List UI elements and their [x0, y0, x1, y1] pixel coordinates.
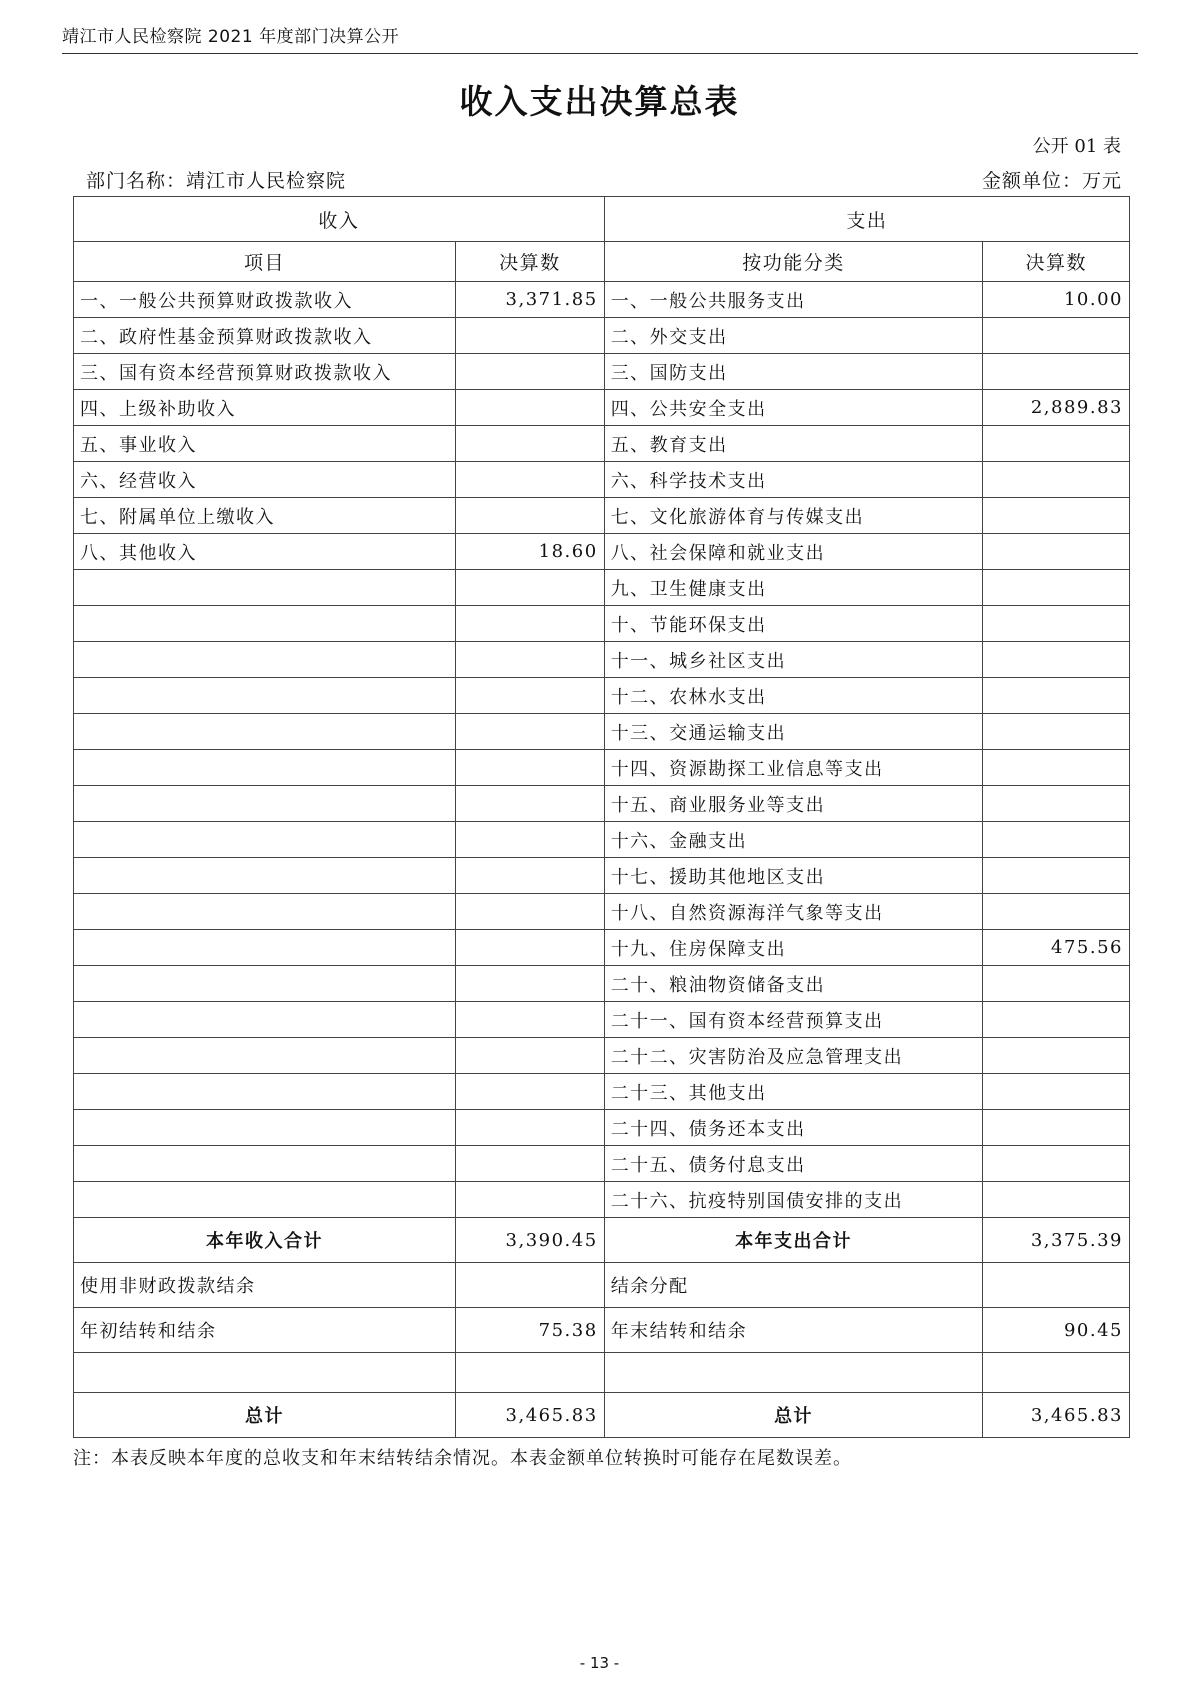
income-item-cell: 使用非财政拨款结余 — [74, 1263, 456, 1308]
expense-amount-cell: 90.45 — [983, 1308, 1130, 1353]
table-row — [74, 1110, 1130, 1146]
expense-amount-cell — [983, 858, 1130, 894]
table-row — [74, 354, 1130, 390]
table-row — [74, 1002, 1130, 1038]
income-item-cell — [74, 858, 456, 894]
table-row — [74, 966, 1130, 1002]
income-item-cell: 三、国有资本经营预算财政拨款收入 — [74, 354, 456, 390]
income-amount-cell — [456, 426, 605, 462]
income-item-cell: 本年收入合计 — [74, 1218, 456, 1263]
expense-amount-cell — [983, 966, 1130, 1002]
expense-item-cell: 四、公共安全支出 — [604, 390, 983, 426]
expense-item-cell: 十二、农林水支出 — [604, 678, 983, 714]
income-amount-cell — [456, 1074, 605, 1110]
expense-item-cell: 结余分配 — [604, 1263, 983, 1308]
expense-amount-cell: 10.00 — [983, 282, 1130, 318]
table-row — [74, 318, 1130, 354]
expense-item-cell: 二、外交支出 — [604, 318, 983, 354]
expense-amount-cell — [983, 1110, 1130, 1146]
income-amount-cell — [456, 930, 605, 966]
expense-item-cell: 一、一般公共服务支出 — [604, 282, 983, 318]
income-amount-cell — [456, 822, 605, 858]
income-amount-cell — [456, 894, 605, 930]
expense-amount-cell — [983, 462, 1130, 498]
income-item-cell — [74, 1110, 456, 1146]
expense-item-cell: 十四、资源勘探工业信息等支出 — [604, 750, 983, 786]
expense-item-cell: 五、教育支出 — [604, 426, 983, 462]
income-amount-cell — [456, 678, 605, 714]
income-item-cell — [74, 822, 456, 858]
income-item-cell: 四、上级补助收入 — [74, 390, 456, 426]
expense-amount-cell — [983, 1074, 1130, 1110]
income-item-cell — [74, 1002, 456, 1038]
expense-amount-cell: 3,375.39 — [983, 1218, 1130, 1263]
income-item-cell — [74, 930, 456, 966]
income-item-cell: 七、附属单位上缴收入 — [74, 498, 456, 534]
balance-row — [74, 1308, 1130, 1353]
table-row — [74, 930, 1130, 966]
expense-amount-cell — [983, 318, 1130, 354]
table-row — [74, 498, 1130, 534]
expense-amount-cell — [983, 822, 1130, 858]
income-amount-cell — [456, 1002, 605, 1038]
blank-cell — [604, 1353, 983, 1393]
page-title: 收入支出决算总表 — [459, 82, 740, 121]
amount-unit: 金额单位：万元 — [981, 170, 1122, 192]
income-amount-cell — [456, 1263, 605, 1308]
income-amount-cell — [456, 318, 605, 354]
table-row — [74, 714, 1130, 750]
expense-item-cell: 二十五、债务付息支出 — [604, 1146, 983, 1182]
table-row — [74, 282, 1130, 318]
col-header-item: 项目 — [74, 242, 456, 282]
income-item-cell: 五、事业收入 — [74, 426, 456, 462]
income-amount-cell — [456, 642, 605, 678]
col-header-amount: 决算数 — [456, 242, 605, 282]
income-item-cell: 八、其他收入 — [74, 534, 456, 570]
expense-item-cell: 十五、商业服务业等支出 — [604, 786, 983, 822]
income-amount-cell — [456, 1110, 605, 1146]
total-row — [74, 1393, 1130, 1438]
blank-cell — [456, 1353, 605, 1393]
expense-amount-cell — [983, 534, 1130, 570]
expense-amount-cell — [983, 498, 1130, 534]
section-header-row — [74, 197, 1130, 242]
col-header-amount-expense: 决算数 — [983, 242, 1130, 282]
income-item-cell — [74, 642, 456, 678]
table-note: 注：本表反映本年度的总收支和年末结转结余情况。本表金额单位转换时可能存在尾数误差。 — [73, 1448, 852, 1469]
income-amount-cell — [456, 750, 605, 786]
table-row — [74, 462, 1130, 498]
table-row — [74, 426, 1130, 462]
table-row — [74, 1074, 1130, 1110]
income-item-cell — [74, 678, 456, 714]
income-amount-cell — [456, 786, 605, 822]
table-row — [74, 1182, 1130, 1218]
expense-item-cell: 十一、城乡社区支出 — [604, 642, 983, 678]
expense-item-cell: 二十六、抗疫特别国债安排的支出 — [604, 1182, 983, 1218]
expense-item-cell: 九、卫生健康支出 — [604, 570, 983, 606]
income-amount-cell — [456, 498, 605, 534]
expense-amount-cell — [983, 606, 1130, 642]
income-amount-cell — [456, 570, 605, 606]
income-item-cell — [74, 1074, 456, 1110]
expense-item-cell: 十三、交通运输支出 — [604, 714, 983, 750]
expense-amount-cell: 2,889.83 — [983, 390, 1130, 426]
income-item-cell — [74, 786, 456, 822]
table-row — [74, 606, 1130, 642]
expense-item-cell: 十九、住房保障支出 — [604, 930, 983, 966]
expense-amount-cell: 3,465.83 — [983, 1393, 1130, 1438]
expense-amount-cell — [983, 894, 1130, 930]
income-item-cell: 总计 — [74, 1393, 456, 1438]
blank-cell — [983, 1353, 1130, 1393]
expense-item-cell: 十、节能环保支出 — [604, 606, 983, 642]
table-row — [74, 678, 1130, 714]
expense-item-cell: 二十一、国有资本经营预算支出 — [604, 1002, 983, 1038]
table-row — [74, 1146, 1130, 1182]
expense-item-cell: 二十三、其他支出 — [604, 1074, 983, 1110]
col-header-function: 按功能分类 — [604, 242, 983, 282]
expense-item-cell: 二十四、债务还本支出 — [604, 1110, 983, 1146]
income-item-cell: 一、一般公共预算财政拨款收入 — [74, 282, 456, 318]
income-section-header: 收入 — [74, 197, 605, 242]
expense-item-cell: 年末结转和结余 — [604, 1308, 983, 1353]
income-item-cell: 六、经营收入 — [74, 462, 456, 498]
income-amount-cell — [456, 1038, 605, 1074]
expense-item-cell: 六、科学技术支出 — [604, 462, 983, 498]
expense-item-cell: 总计 — [604, 1393, 983, 1438]
income-item-cell: 二、政府性基金预算财政拨款收入 — [74, 318, 456, 354]
expense-amount-cell — [983, 750, 1130, 786]
balance-row — [74, 1263, 1130, 1308]
expense-amount-cell — [983, 678, 1130, 714]
income-amount-cell: 18.60 — [456, 534, 605, 570]
income-item-cell — [74, 1182, 456, 1218]
income-amount-cell — [456, 966, 605, 1002]
expense-item-cell: 十六、金融支出 — [604, 822, 983, 858]
expense-amount-cell — [983, 1002, 1130, 1038]
table-row — [74, 570, 1130, 606]
expense-amount-cell — [983, 426, 1130, 462]
income-amount-cell — [456, 390, 605, 426]
table-row — [74, 534, 1130, 570]
income-item-cell — [74, 1038, 456, 1074]
blank-row — [74, 1353, 1130, 1393]
income-amount-cell — [456, 858, 605, 894]
table-row — [74, 894, 1130, 930]
document-header: 靖江市人民检察院 2021 年度部门决算公开 — [62, 22, 1138, 54]
table-row — [74, 786, 1130, 822]
income-item-cell — [74, 750, 456, 786]
income-amount-cell: 3,465.83 — [456, 1393, 605, 1438]
expense-amount-cell — [983, 786, 1130, 822]
expense-amount-cell — [983, 1263, 1130, 1308]
income-amount-cell — [456, 1146, 605, 1182]
expense-amount-cell — [983, 570, 1130, 606]
expense-amount-cell: 475.56 — [983, 930, 1130, 966]
expense-item-cell: 三、国防支出 — [604, 354, 983, 390]
income-item-cell — [74, 570, 456, 606]
blank-cell — [74, 1353, 456, 1393]
income-item-cell: 年初结转和结余 — [74, 1308, 456, 1353]
table-code: 公开 01 表 — [1032, 136, 1121, 157]
expense-item-cell: 八、社会保障和就业支出 — [604, 534, 983, 570]
income-amount-cell — [456, 462, 605, 498]
table-row — [74, 642, 1130, 678]
table-row — [74, 1038, 1130, 1074]
income-amount-cell — [456, 1182, 605, 1218]
income-expense-table — [73, 196, 1130, 1438]
expense-item-cell: 二十二、灾害防治及应急管理支出 — [604, 1038, 983, 1074]
expense-item-cell: 本年支出合计 — [604, 1218, 983, 1263]
column-header-row — [74, 242, 1130, 282]
income-amount-cell: 75.38 — [456, 1308, 605, 1353]
table-row — [74, 822, 1130, 858]
income-amount-cell — [456, 714, 605, 750]
meta-row — [86, 166, 1122, 193]
expense-amount-cell — [983, 642, 1130, 678]
income-item-cell — [74, 894, 456, 930]
expense-item-cell: 十七、援助其他地区支出 — [604, 858, 983, 894]
income-amount-cell — [456, 354, 605, 390]
expense-amount-cell — [983, 1038, 1130, 1074]
income-amount-cell: 3,371.85 — [456, 282, 605, 318]
expense-amount-cell — [983, 1182, 1130, 1218]
income-item-cell — [74, 1146, 456, 1182]
expense-section-header: 支出 — [604, 197, 1129, 242]
expense-amount-cell — [983, 1146, 1130, 1182]
expense-amount-cell — [983, 354, 1130, 390]
table-row — [74, 750, 1130, 786]
expense-item-cell: 十八、自然资源海洋气象等支出 — [604, 894, 983, 930]
income-item-cell — [74, 606, 456, 642]
income-amount-cell: 3,390.45 — [456, 1218, 605, 1263]
income-amount-cell — [456, 606, 605, 642]
expense-item-cell: 七、文化旅游体育与传媒支出 — [604, 498, 983, 534]
page-number: - 13 - — [579, 1654, 620, 1672]
income-item-cell — [74, 714, 456, 750]
subtotal-row — [74, 1218, 1130, 1263]
income-item-cell — [74, 966, 456, 1002]
department-name: 部门名称：靖江市人民检察院 — [86, 170, 347, 192]
expense-item-cell: 二十、粮油物资储备支出 — [604, 966, 983, 1002]
table-row — [74, 390, 1130, 426]
expense-amount-cell — [983, 714, 1130, 750]
table-row — [74, 858, 1130, 894]
